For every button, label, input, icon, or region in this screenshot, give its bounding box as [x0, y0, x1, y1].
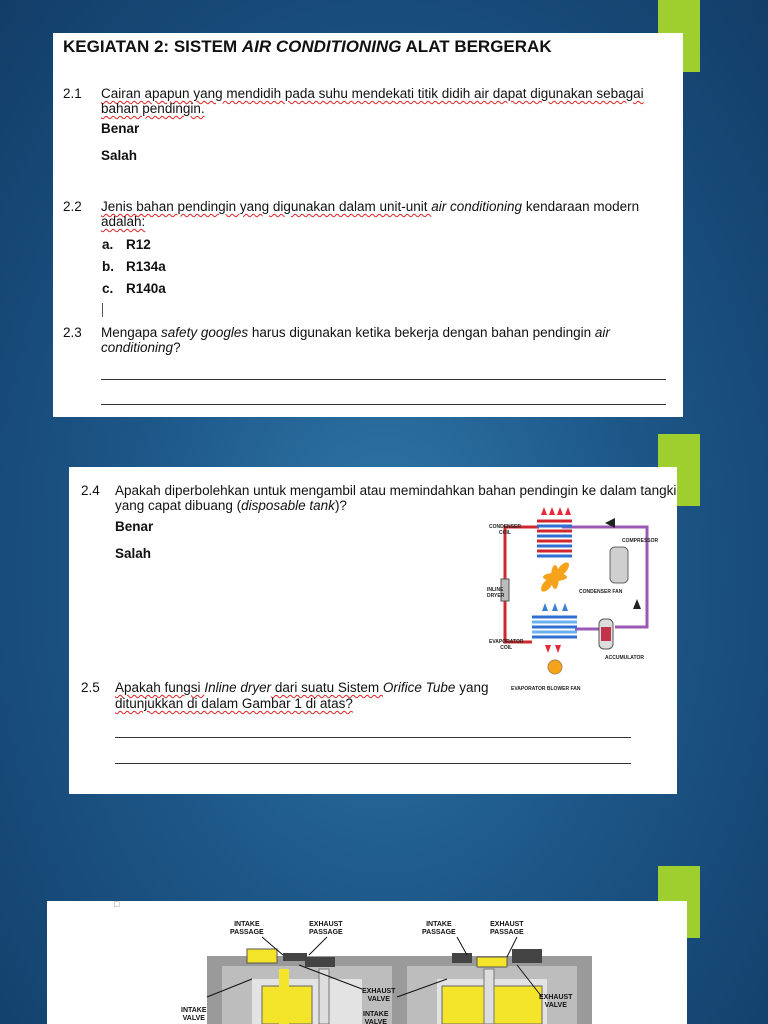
- q21-option-true[interactable]: Benar: [101, 121, 140, 136]
- left-exhaust-valve-label: EXHAUST VALVE: [362, 988, 396, 1003]
- q22-option-c[interactable]: R140a: [126, 281, 166, 296]
- q24-option-false[interactable]: Salah: [115, 546, 152, 561]
- q22-option-b-letter: b.: [102, 259, 114, 274]
- q24-option-true[interactable]: Benar: [115, 519, 154, 534]
- right-exhaust-passage-label: EXHAUST PASSAGE: [490, 921, 524, 936]
- q22-option-b[interactable]: R134a: [126, 259, 166, 274]
- q21-text-line1: Cairan apapun yang mendidih pada suhu mendekati titik didih air dapat digunakan sebagai: [101, 86, 644, 101]
- q21-text-line2: bahan pendingin.: [101, 101, 205, 116]
- q22-option-a[interactable]: R12: [126, 237, 151, 252]
- label-compressor: COMPRESSOR: [622, 538, 659, 544]
- q23-answer-line-1[interactable]: [101, 379, 666, 380]
- label-evaporator-blower-fan: EVAPORATOR BLOWER FAN: [511, 686, 581, 692]
- slide-3: [47, 901, 687, 1024]
- q25-answer-line-2[interactable]: [115, 763, 631, 764]
- q22-number: 2.2: [63, 199, 82, 214]
- slide-title: KEGIATAN 2: SISTEM AIR CONDITIONING ALAT BERGERAK: [63, 37, 552, 56]
- q23-text-line2: conditioning?: [101, 340, 181, 355]
- slide-1: [53, 33, 683, 417]
- q24-text-line2: yang capat dibuang (disposable tank)?: [115, 498, 347, 513]
- q25-answer-line-1[interactable]: [115, 737, 631, 738]
- label-condenser-fan: CONDENSER FAN: [579, 589, 623, 595]
- q21-option-false[interactable]: Salah: [101, 148, 138, 163]
- q23-number: 2.3: [63, 325, 82, 340]
- q22-text-line1: Jenis bahan pendingin yang digunakan dalam unit-unit air conditioning kendaraan modern: [101, 199, 640, 214]
- q25-number: 2.5: [81, 680, 100, 695]
- ac-system-diagram: [487, 507, 662, 697]
- right-intake-passage-label: INTAKE PASSAGE: [422, 921, 456, 936]
- q22-option-c-letter: c.: [102, 281, 114, 296]
- text-cursor: [102, 303, 103, 317]
- q24-number: 2.4: [81, 483, 100, 498]
- slide-2: [69, 467, 677, 794]
- label-inline-dryer: INLINE DRYER: [487, 587, 505, 599]
- q24-text-line1: Apakah diperbolehkan untuk mengambil atau memindahkan bahan pendingin ke dalam tangki: [115, 483, 677, 498]
- right-intake-valve-label: INTAKE VALVE: [363, 1011, 389, 1024]
- bullet-mark: □: [114, 901, 120, 909]
- q22-option-a-letter: a.: [102, 237, 114, 252]
- label-condenser-coil: CONDENSER COIL: [489, 524, 521, 536]
- left-intake-valve-label: INTAKE VALVE: [181, 1007, 207, 1022]
- q25-text-line2: ditunjukkan di dalam Gambar 1 di atas?: [115, 696, 353, 711]
- q23-answer-line-2[interactable]: [101, 404, 666, 405]
- q25-text-line1: Apakah fungsi Inline dryer dari suatu Sistem Orifice Tube yang: [115, 680, 489, 695]
- left-exhaust-passage-label: EXHAUST PASSAGE: [309, 921, 343, 936]
- left-intake-passage-label: INTAKE PASSAGE: [230, 921, 264, 936]
- q22-text-line2: adalah:: [101, 214, 146, 229]
- right-exhaust-valve-label: EXHAUST VALVE: [539, 994, 573, 1009]
- label-evaporator-coil: EVAPORATOR COIL: [489, 639, 524, 651]
- label-accumulator: ACCUMULATOR: [605, 655, 644, 661]
- q23-text-line1: Mengapa safety googles harus digunakan ketika bekerja dengan bahan pendingin air: [101, 325, 610, 340]
- q21-number: 2.1: [63, 86, 82, 101]
- engine-valve-diagram: [47, 901, 687, 1024]
